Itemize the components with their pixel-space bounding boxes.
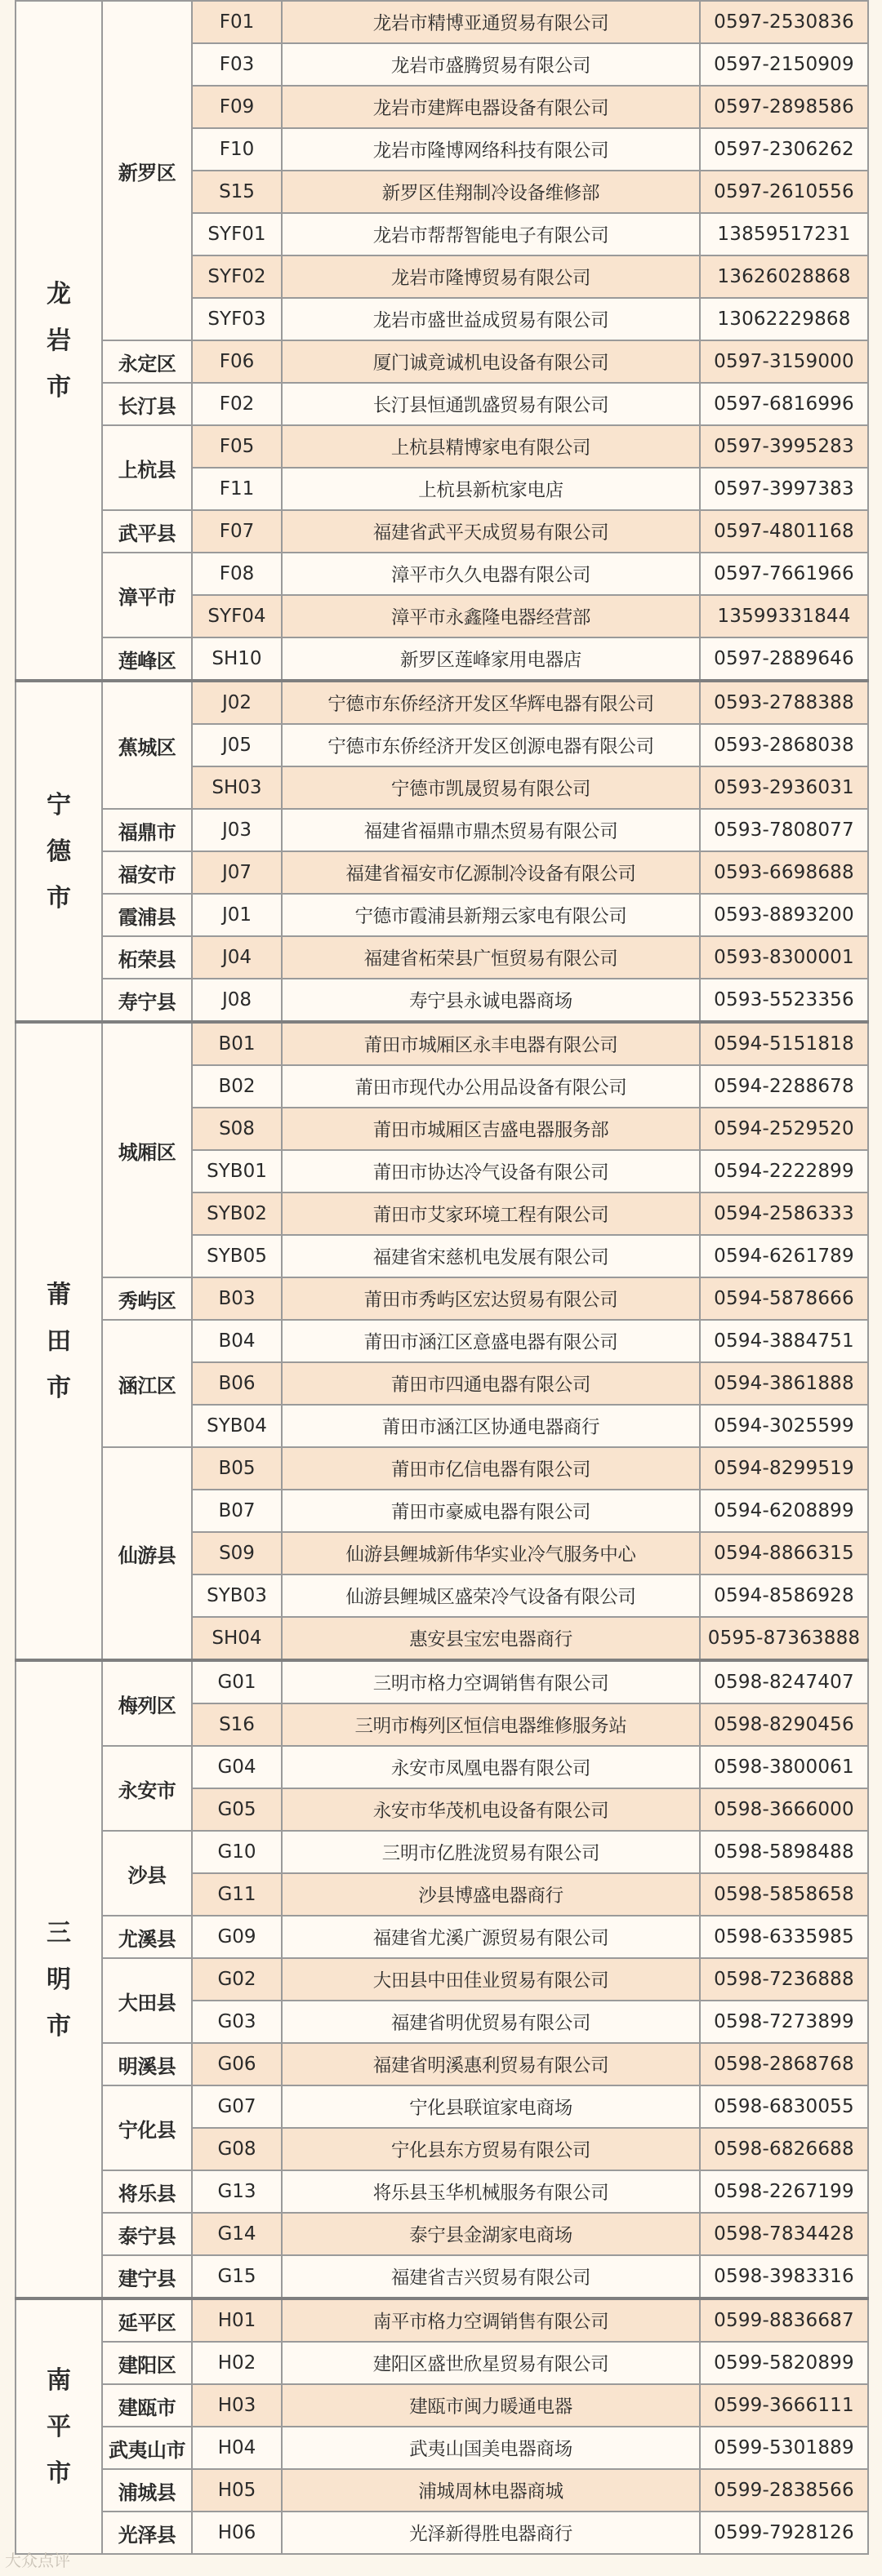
dealer-code: G09 bbox=[192, 1916, 282, 1958]
dealer-name: 福建省吉兴贸易有限公司 bbox=[282, 2255, 700, 2298]
district-cell: 福安市 bbox=[102, 851, 192, 894]
table-row bbox=[16, 1831, 868, 1873]
district-cell: 永定区 bbox=[102, 340, 192, 383]
dealer-code: J07 bbox=[192, 851, 282, 894]
dealer-name: 龙岩市隆博贸易有限公司 bbox=[282, 255, 700, 298]
city-name-char: 市 bbox=[47, 2458, 71, 2488]
dealer-phone: 0598-7273899 bbox=[700, 2001, 868, 2043]
dealer-phone: 0594-6208899 bbox=[700, 1490, 868, 1532]
dealer-name: 将乐县玉华机械服务有限公司 bbox=[282, 2170, 700, 2213]
table-row bbox=[16, 2298, 868, 2342]
dealer-code: J05 bbox=[192, 724, 282, 766]
district-cell: 将乐县 bbox=[102, 2170, 192, 2213]
dealer-phone: 0599-2838566 bbox=[700, 2469, 868, 2512]
district-cell: 建瓯市 bbox=[102, 2384, 192, 2427]
dealer-name: 新罗区佳翔制冷设备维修部 bbox=[282, 171, 700, 213]
district-cell: 新罗区 bbox=[102, 1, 192, 340]
dealer-name: 福建省柘荣县广恒贸易有限公司 bbox=[282, 936, 700, 979]
dealer-name: 宁德市霞浦县新翔云家电有限公司 bbox=[282, 894, 700, 936]
dealer-name: 莆田市现代办公用品设备有限公司 bbox=[282, 1065, 700, 1108]
dealer-phone: 0598-7834428 bbox=[700, 2213, 868, 2255]
dealer-phone: 0597-2610556 bbox=[700, 171, 868, 213]
city-name-char: 平 bbox=[47, 2412, 71, 2441]
district-cell: 寿宁县 bbox=[102, 979, 192, 1022]
dealer-table-body bbox=[16, 1, 868, 2554]
dealer-code: G02 bbox=[192, 1958, 282, 2001]
dealer-name: 莆田市亿信电器有限公司 bbox=[282, 1447, 700, 1490]
dealer-code: H02 bbox=[192, 2342, 282, 2384]
dealer-code: SYF01 bbox=[192, 213, 282, 255]
dealer-code: J04 bbox=[192, 936, 282, 979]
dealer-phone: 0597-3995283 bbox=[700, 425, 868, 468]
dealer-code: B06 bbox=[192, 1362, 282, 1405]
dealer-code: J01 bbox=[192, 894, 282, 936]
city-name-char: 市 bbox=[47, 1373, 71, 1402]
dealer-name: 新罗区莲峰家用电器店 bbox=[282, 637, 700, 681]
table-row bbox=[16, 979, 868, 1022]
city-cell bbox=[16, 1022, 102, 1660]
dealer-code: F06 bbox=[192, 340, 282, 383]
table-row bbox=[16, 2512, 868, 2554]
dealer-code: S16 bbox=[192, 1703, 282, 1746]
dealer-code: SYB04 bbox=[192, 1405, 282, 1447]
dealer-name: 福建省武平天成贸易有限公司 bbox=[282, 510, 700, 553]
district-cell: 柘荣县 bbox=[102, 936, 192, 979]
dealer-code: S08 bbox=[192, 1108, 282, 1150]
dealer-name: 莆田市涵江区意盛电器有限公司 bbox=[282, 1320, 700, 1362]
table-row bbox=[16, 1660, 868, 1703]
dealer-phone: 13062229868 bbox=[700, 298, 868, 340]
city-name-char: 莆 bbox=[47, 1280, 71, 1309]
city-name-char: 三 bbox=[47, 1918, 71, 1948]
dealer-phone: 0597-4801168 bbox=[700, 510, 868, 553]
table-row bbox=[16, 1277, 868, 1320]
dealer-code: B04 bbox=[192, 1320, 282, 1362]
district-cell: 建宁县 bbox=[102, 2255, 192, 2298]
dealer-code: F09 bbox=[192, 86, 282, 128]
dealer-code: SYF03 bbox=[192, 298, 282, 340]
dealer-name: 莆田市协达冷气设备有限公司 bbox=[282, 1150, 700, 1193]
dealer-phone: 0597-2306262 bbox=[700, 128, 868, 171]
table-row bbox=[16, 1746, 868, 1788]
dealer-name: 福建省尤溪广源贸易有限公司 bbox=[282, 1916, 700, 1958]
dealer-phone: 0594-8299519 bbox=[700, 1447, 868, 1490]
dealer-code: F03 bbox=[192, 43, 282, 86]
table-row bbox=[16, 2170, 868, 2213]
dealer-phone: 0597-2898586 bbox=[700, 86, 868, 128]
dealer-code: SH03 bbox=[192, 766, 282, 809]
dealer-phone: 0593-5523356 bbox=[700, 979, 868, 1022]
dealer-name: 长汀县恒通凯盛贸易有限公司 bbox=[282, 383, 700, 425]
dealer-code: SYB02 bbox=[192, 1193, 282, 1235]
table-row bbox=[16, 2384, 868, 2427]
dealer-phone: 0597-2150909 bbox=[700, 43, 868, 86]
dealer-name: 宁德市东侨经济开发区华辉电器有限公司 bbox=[282, 681, 700, 724]
dealer-code: J03 bbox=[192, 809, 282, 851]
table-row bbox=[16, 936, 868, 979]
dealer-code: H05 bbox=[192, 2469, 282, 2512]
dealer-name: 宁德市凯晟贸易有限公司 bbox=[282, 766, 700, 809]
dealer-code: F02 bbox=[192, 383, 282, 425]
city-name-char: 市 bbox=[47, 2011, 71, 2041]
district-cell: 城厢区 bbox=[102, 1022, 192, 1277]
dealer-phone: 0599-8836687 bbox=[700, 2298, 868, 2342]
dealer-name: 莆田市城厢区永丰电器有限公司 bbox=[282, 1022, 700, 1065]
dealer-code: H03 bbox=[192, 2384, 282, 2427]
dealer-code: G01 bbox=[192, 1660, 282, 1703]
dealer-name: 光泽新得胜电器商行 bbox=[282, 2512, 700, 2554]
dealer-phone: 0598-8247407 bbox=[700, 1660, 868, 1703]
dealer-phone: 0597-2530836 bbox=[700, 1, 868, 43]
dealer-code: S15 bbox=[192, 171, 282, 213]
district-cell: 秀屿区 bbox=[102, 1277, 192, 1320]
table-row bbox=[16, 2043, 868, 2085]
dealer-phone: 0598-5858658 bbox=[700, 1873, 868, 1916]
dealer-code: G14 bbox=[192, 2213, 282, 2255]
dealer-phone: 0594-2222899 bbox=[700, 1150, 868, 1193]
city-name-char: 市 bbox=[47, 372, 71, 402]
district-cell: 尤溪县 bbox=[102, 1916, 192, 1958]
dealer-code: B05 bbox=[192, 1447, 282, 1490]
table-row bbox=[16, 383, 868, 425]
city-cell bbox=[16, 1, 102, 681]
dealer-phone: 0594-2529520 bbox=[700, 1108, 868, 1150]
dealer-name: 三明市亿胜泷贸易有限公司 bbox=[282, 1831, 700, 1873]
district-cell: 宁化县 bbox=[102, 2085, 192, 2170]
district-cell: 沙县 bbox=[102, 1831, 192, 1916]
city-name-char: 南 bbox=[47, 2365, 71, 2395]
table-row bbox=[16, 553, 868, 595]
dealer-code: G13 bbox=[192, 2170, 282, 2213]
table-row bbox=[16, 1022, 868, 1065]
dealer-name: 大田县中田佳业贸易有限公司 bbox=[282, 1958, 700, 2001]
dealer-name: 厦门诚竟诚机电设备有限公司 bbox=[282, 340, 700, 383]
dealer-phone: 0598-2267199 bbox=[700, 2170, 868, 2213]
dealer-code: F10 bbox=[192, 128, 282, 171]
dealer-code: SH04 bbox=[192, 1617, 282, 1660]
dealer-phone: 0599-5820899 bbox=[700, 2342, 868, 2384]
dealer-code: J08 bbox=[192, 979, 282, 1022]
dealer-code: F08 bbox=[192, 553, 282, 595]
city-name-char: 明 bbox=[47, 1965, 71, 1994]
dealer-code: J02 bbox=[192, 681, 282, 724]
dealer-phone: 0598-6826688 bbox=[700, 2128, 868, 2170]
dealer-name: 武夷山国美电器商场 bbox=[282, 2427, 700, 2469]
dealer-phone: 0598-6335985 bbox=[700, 1916, 868, 1958]
dealer-code: H01 bbox=[192, 2298, 282, 2342]
dealer-phone: 13859517231 bbox=[700, 213, 868, 255]
dealer-code: SYB01 bbox=[192, 1150, 282, 1193]
city-name-char: 德 bbox=[47, 837, 71, 866]
dealer-name: 建阳区盛世欣星贸易有限公司 bbox=[282, 2342, 700, 2384]
dealer-phone: 0598-2868768 bbox=[700, 2043, 868, 2085]
dealer-code: S09 bbox=[192, 1532, 282, 1574]
dealer-phone: 0599-5301889 bbox=[700, 2427, 868, 2469]
table-row bbox=[16, 1916, 868, 1958]
dealer-code: B01 bbox=[192, 1022, 282, 1065]
dealer-code: G05 bbox=[192, 1788, 282, 1831]
dealer-name: 福建省宋慈机电发展有限公司 bbox=[282, 1235, 700, 1277]
dealer-phone: 0597-7661966 bbox=[700, 553, 868, 595]
district-cell: 大田县 bbox=[102, 1958, 192, 2043]
dealer-name: 沙县博盛电器商行 bbox=[282, 1873, 700, 1916]
dealer-phone: 0594-6261789 bbox=[700, 1235, 868, 1277]
dealer-name: 福建省福安市亿源制冷设备有限公司 bbox=[282, 851, 700, 894]
district-cell: 泰宁县 bbox=[102, 2213, 192, 2255]
dealer-code: B02 bbox=[192, 1065, 282, 1108]
table-row bbox=[16, 637, 868, 681]
dealer-code: B07 bbox=[192, 1490, 282, 1532]
dealer-name: 泰宁县金湖家电商场 bbox=[282, 2213, 700, 2255]
district-cell: 建阳区 bbox=[102, 2342, 192, 2384]
dealer-name: 莆田市艾家环境工程有限公司 bbox=[282, 1193, 700, 1235]
dealer-code: G07 bbox=[192, 2085, 282, 2128]
city-name-char: 市 bbox=[47, 883, 71, 913]
table-row bbox=[16, 2469, 868, 2512]
city-name-char: 岩 bbox=[47, 326, 71, 355]
dealer-name: 宁化县联谊家电商场 bbox=[282, 2085, 700, 2128]
dealer-code: H06 bbox=[192, 2512, 282, 2554]
dealer-phone: 0595-87363888 bbox=[700, 1617, 868, 1660]
dealer-code: F11 bbox=[192, 468, 282, 510]
dealer-name: 莆田市豪威电器有限公司 bbox=[282, 1490, 700, 1532]
district-cell: 浦城县 bbox=[102, 2469, 192, 2512]
dealer-name: 莆田市四通电器有限公司 bbox=[282, 1362, 700, 1405]
dealer-name: 龙岩市精博亚通贸易有限公司 bbox=[282, 1, 700, 43]
dealer-phone: 0597-6816996 bbox=[700, 383, 868, 425]
dealer-name: 龙岩市帮帮智能电子有限公司 bbox=[282, 213, 700, 255]
table-row bbox=[16, 1, 868, 43]
dealer-code: H04 bbox=[192, 2427, 282, 2469]
dealer-phone: 0598-3800061 bbox=[700, 1746, 868, 1788]
district-cell: 武平县 bbox=[102, 510, 192, 553]
district-cell: 仙游县 bbox=[102, 1447, 192, 1660]
dealer-name: 宁化县东方贸易有限公司 bbox=[282, 2128, 700, 2170]
city-cell bbox=[16, 681, 102, 1022]
dealer-name: 永安市华茂机电设备有限公司 bbox=[282, 1788, 700, 1831]
table-row bbox=[16, 340, 868, 383]
dealer-phone: 0593-2868038 bbox=[700, 724, 868, 766]
table-row bbox=[16, 1958, 868, 2001]
dealer-phone: 0593-6698688 bbox=[700, 851, 868, 894]
district-cell: 武夷山市 bbox=[102, 2427, 192, 2469]
dealer-name: 福建省明溪惠利贸易有限公司 bbox=[282, 2043, 700, 2085]
dealer-phone: 0594-3861888 bbox=[700, 1362, 868, 1405]
dealer-name: 浦城周林电器商城 bbox=[282, 2469, 700, 2512]
dealer-name: 漳平市永鑫隆电器经营部 bbox=[282, 595, 700, 637]
dealer-code: SYB05 bbox=[192, 1235, 282, 1277]
dealer-phone: 0599-7928126 bbox=[700, 2512, 868, 2554]
city-cell bbox=[16, 1660, 102, 2298]
dealer-code: G06 bbox=[192, 2043, 282, 2085]
dealer-phone: 0594-2288678 bbox=[700, 1065, 868, 1108]
table-row bbox=[16, 510, 868, 553]
city-name-char: 龙 bbox=[47, 279, 71, 309]
district-cell: 莲峰区 bbox=[102, 637, 192, 681]
table-row bbox=[16, 425, 868, 468]
table-row bbox=[16, 2085, 868, 2128]
dealer-table bbox=[15, 0, 869, 2555]
dealer-code: G04 bbox=[192, 1746, 282, 1788]
dealer-code: G03 bbox=[192, 2001, 282, 2043]
table-row bbox=[16, 1320, 868, 1362]
dealer-name: 龙岩市盛世益成贸易有限公司 bbox=[282, 298, 700, 340]
district-cell: 光泽县 bbox=[102, 2512, 192, 2554]
table-row bbox=[16, 681, 868, 724]
dealer-name: 上杭县精博家电有限公司 bbox=[282, 425, 700, 468]
district-cell: 霞浦县 bbox=[102, 894, 192, 936]
dealer-phone: 0598-8290456 bbox=[700, 1703, 868, 1746]
dealer-phone: 0597-2889646 bbox=[700, 637, 868, 681]
dealer-code: SYB03 bbox=[192, 1574, 282, 1617]
dealer-phone: 0593-2936031 bbox=[700, 766, 868, 809]
dealer-code: B03 bbox=[192, 1277, 282, 1320]
dealer-name: 建瓯市闽力暖通电器 bbox=[282, 2384, 700, 2427]
dealer-code: F05 bbox=[192, 425, 282, 468]
city-cell bbox=[16, 2298, 102, 2554]
dealer-name: 福建省福鼎市鼎杰贸易有限公司 bbox=[282, 809, 700, 851]
city-name-char: 田 bbox=[47, 1326, 71, 1356]
dealer-code: SH10 bbox=[192, 637, 282, 681]
dealer-name: 龙岩市隆博网络科技有限公司 bbox=[282, 128, 700, 171]
district-cell: 长汀县 bbox=[102, 383, 192, 425]
dealer-code: F07 bbox=[192, 510, 282, 553]
district-cell: 梅列区 bbox=[102, 1660, 192, 1746]
district-cell: 上杭县 bbox=[102, 425, 192, 510]
dealer-name: 漳平市久久电器有限公司 bbox=[282, 553, 700, 595]
dealer-name: 上杭县新杭家电店 bbox=[282, 468, 700, 510]
dealer-name: 宁德市东侨经济开发区创源电器有限公司 bbox=[282, 724, 700, 766]
dealer-code: G10 bbox=[192, 1831, 282, 1873]
dealer-code: SYF04 bbox=[192, 595, 282, 637]
dealer-name: 龙岩市建辉电器设备有限公司 bbox=[282, 86, 700, 128]
dealer-phone: 0593-2788388 bbox=[700, 681, 868, 724]
district-cell: 蕉城区 bbox=[102, 681, 192, 809]
district-cell: 漳平市 bbox=[102, 553, 192, 637]
district-cell: 延平区 bbox=[102, 2298, 192, 2342]
dealer-code: G08 bbox=[192, 2128, 282, 2170]
dealer-name: 南平市格力空调销售有限公司 bbox=[282, 2298, 700, 2342]
table-row bbox=[16, 2213, 868, 2255]
district-cell: 福鼎市 bbox=[102, 809, 192, 851]
dealer-name: 仙游县鲤城新伟华实业冷气服务中心 bbox=[282, 1532, 700, 1574]
dealer-code: F01 bbox=[192, 1, 282, 43]
dealer-phone: 0594-5878666 bbox=[700, 1277, 868, 1320]
table-row bbox=[16, 809, 868, 851]
dealer-phone: 0598-3983316 bbox=[700, 2255, 868, 2298]
dealer-name: 莆田市涵江区协通电器商行 bbox=[282, 1405, 700, 1447]
dealer-phone: 0594-8586928 bbox=[700, 1574, 868, 1617]
district-cell: 涵江区 bbox=[102, 1320, 192, 1447]
dealer-phone: 0597-3159000 bbox=[700, 340, 868, 383]
table-row bbox=[16, 894, 868, 936]
dealer-phone: 0593-7808077 bbox=[700, 809, 868, 851]
dealer-name: 龙岩市盛腾贸易有限公司 bbox=[282, 43, 700, 86]
dealer-name: 福建省明优贸易有限公司 bbox=[282, 2001, 700, 2043]
dealer-name: 永安市凤凰电器有限公司 bbox=[282, 1746, 700, 1788]
dealer-name: 三明市格力空调销售有限公司 bbox=[282, 1660, 700, 1703]
dealer-phone: 0594-2586333 bbox=[700, 1193, 868, 1235]
dealer-phone: 0598-3666000 bbox=[700, 1788, 868, 1831]
dealer-name: 三明市梅列区恒信电器维修服务站 bbox=[282, 1703, 700, 1746]
dealer-phone: 0598-7236888 bbox=[700, 1958, 868, 2001]
dealer-phone: 0593-8300001 bbox=[700, 936, 868, 979]
dealer-name: 惠安县宝宏电器商行 bbox=[282, 1617, 700, 1660]
dealer-phone: 0594-8866315 bbox=[700, 1532, 868, 1574]
dealer-name: 寿宁县永诚电器商场 bbox=[282, 979, 700, 1022]
city-name-char: 宁 bbox=[47, 790, 71, 819]
district-cell: 永安市 bbox=[102, 1746, 192, 1831]
dealer-code: G11 bbox=[192, 1873, 282, 1916]
dealer-phone: 13626028868 bbox=[700, 255, 868, 298]
dealer-phone: 0599-3666111 bbox=[700, 2384, 868, 2427]
table-row bbox=[16, 2255, 868, 2298]
dealer-phone: 0598-6830055 bbox=[700, 2085, 868, 2128]
dealer-phone: 0594-5151818 bbox=[700, 1022, 868, 1065]
table-row bbox=[16, 2342, 868, 2384]
dealer-code: SYF02 bbox=[192, 255, 282, 298]
district-cell: 明溪县 bbox=[102, 2043, 192, 2085]
dealer-name: 莆田市城厢区吉盛电器服务部 bbox=[282, 1108, 700, 1150]
table-row bbox=[16, 2427, 868, 2469]
dealer-phone: 0597-3997383 bbox=[700, 468, 868, 510]
dealer-phone: 0598-5898488 bbox=[700, 1831, 868, 1873]
dealer-code: G15 bbox=[192, 2255, 282, 2298]
dealer-name: 莆田市秀屿区宏达贸易有限公司 bbox=[282, 1277, 700, 1320]
dealer-name: 仙游县鲤城区盛荣冷气设备有限公司 bbox=[282, 1574, 700, 1617]
dealer-phone: 0594-3884751 bbox=[700, 1320, 868, 1362]
table-row bbox=[16, 1447, 868, 1490]
table-row bbox=[16, 851, 868, 894]
dealer-phone: 13599331844 bbox=[700, 595, 868, 637]
dealer-phone: 0593-8893200 bbox=[700, 894, 868, 936]
watermark: 大众点评 bbox=[5, 2551, 70, 2570]
dealer-phone: 0594-3025599 bbox=[700, 1405, 868, 1447]
